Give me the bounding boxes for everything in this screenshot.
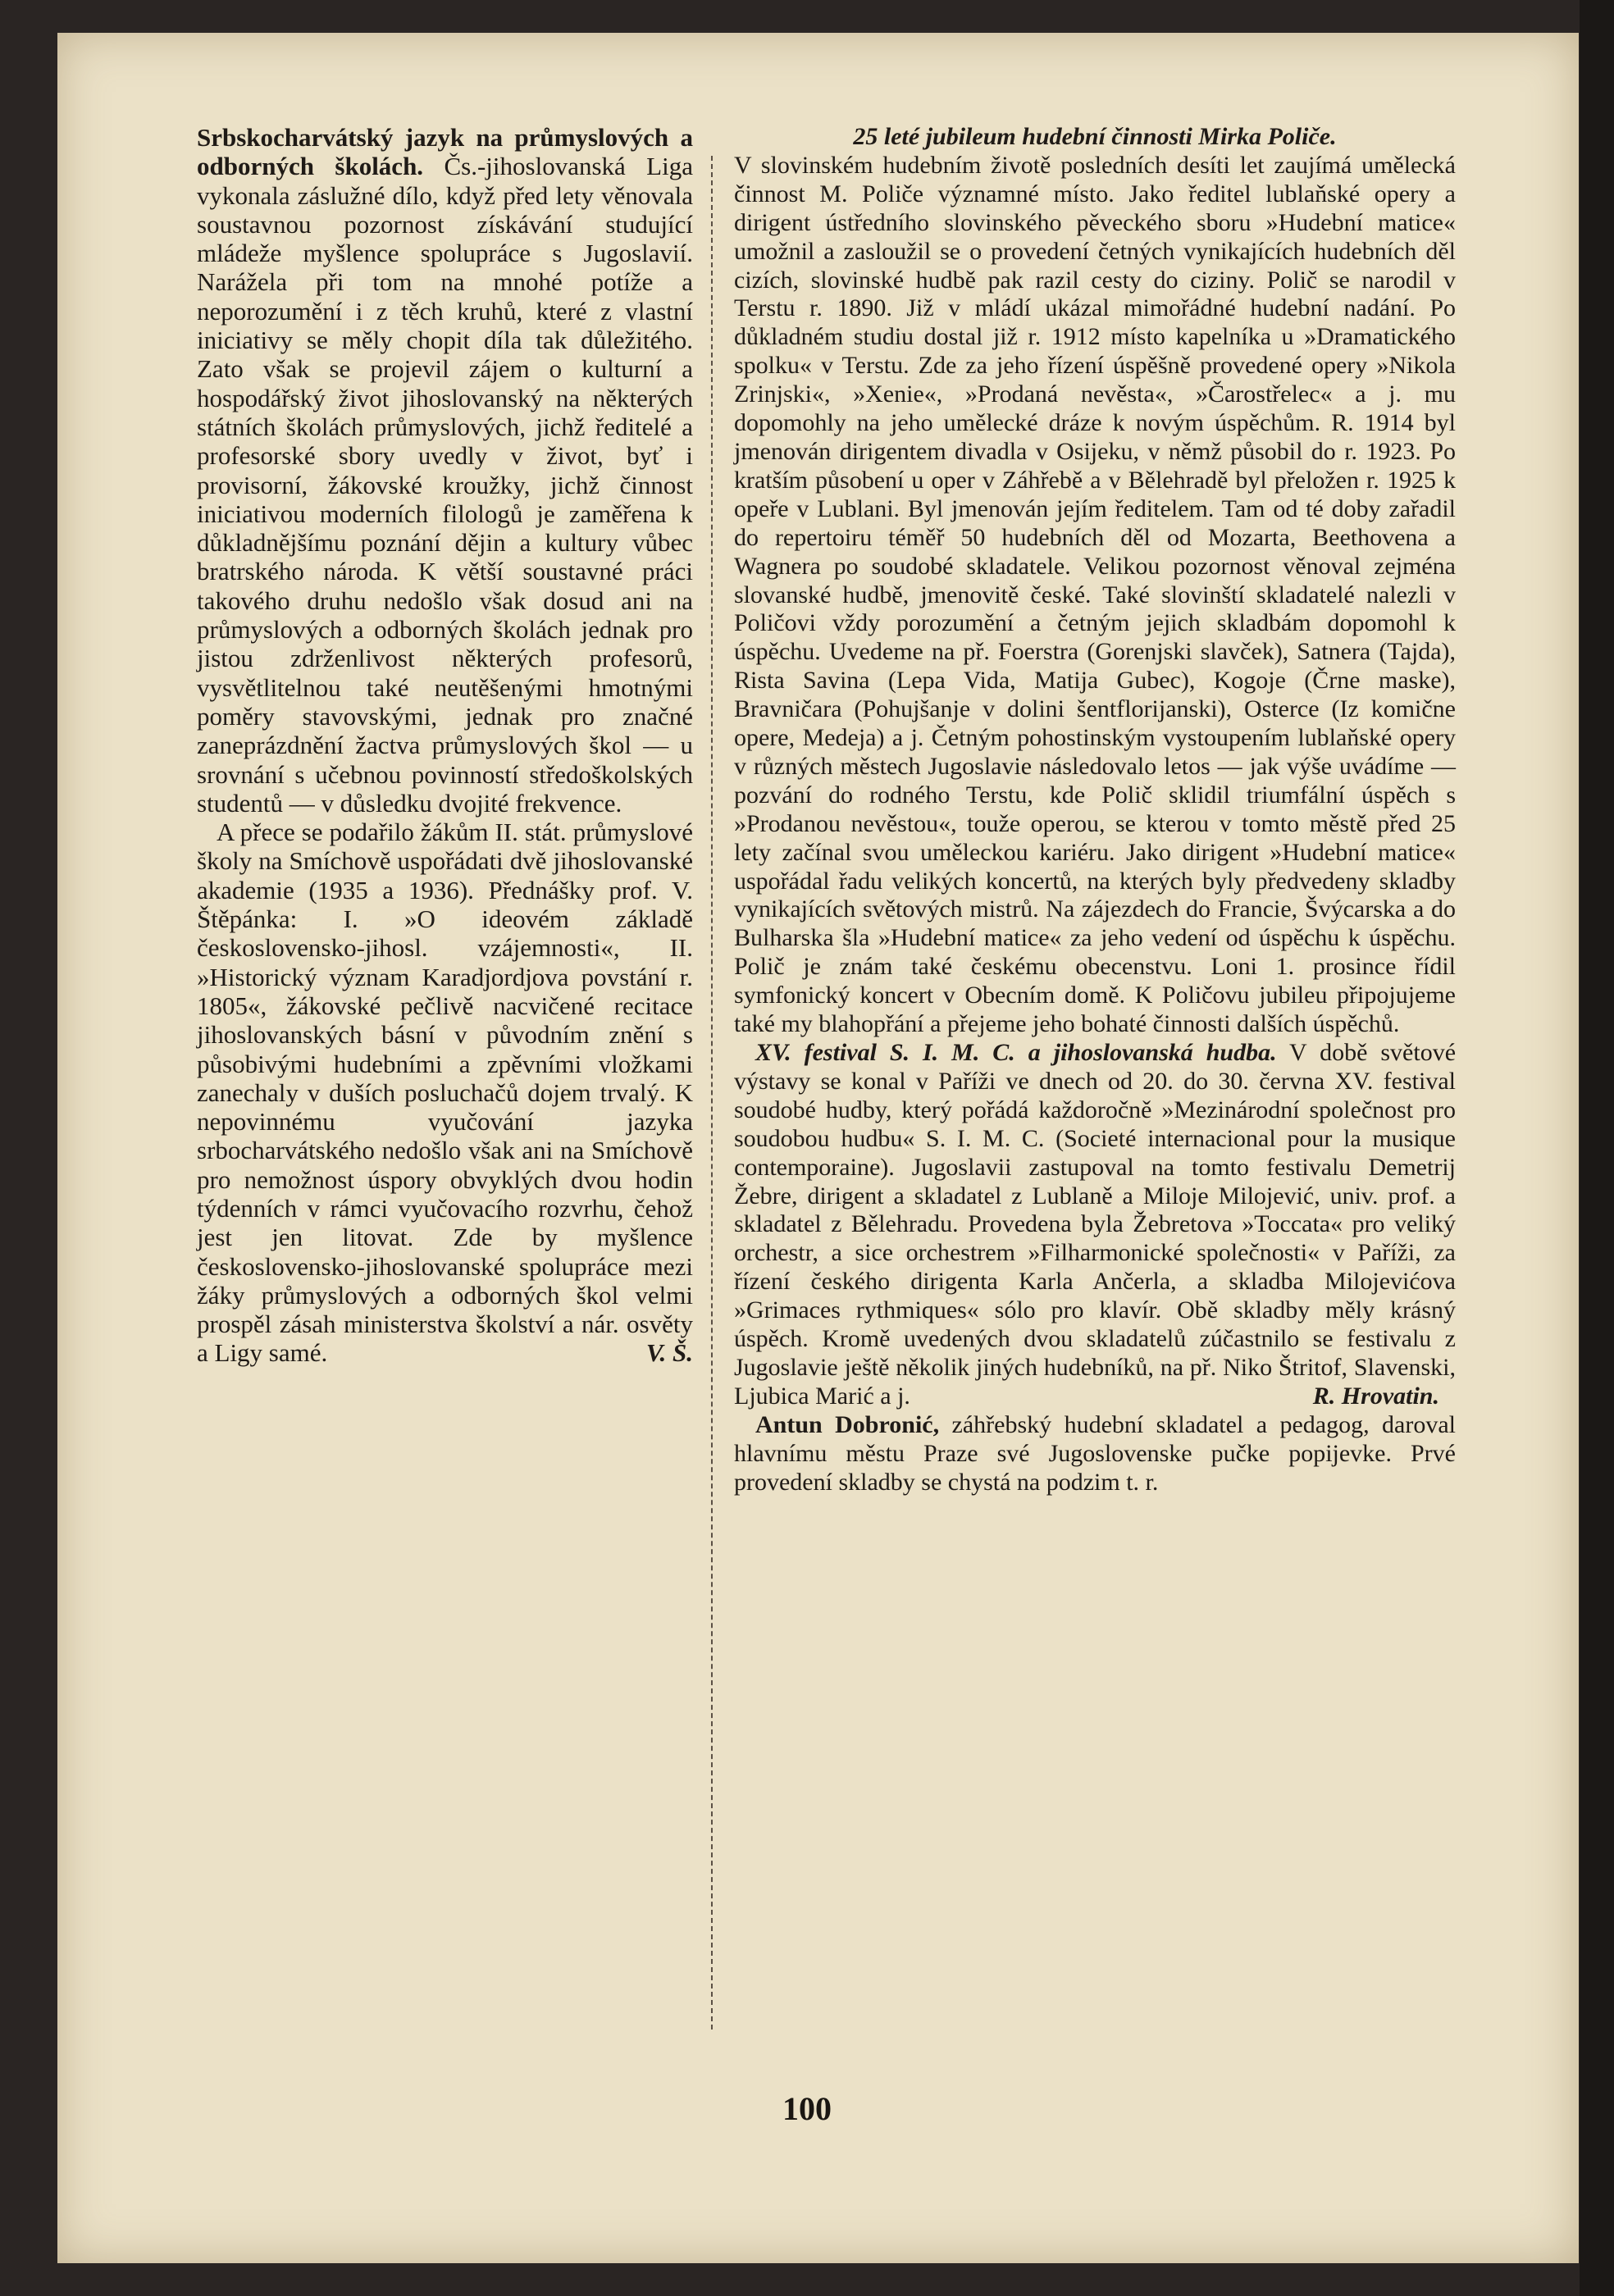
person-name: Antun Dobronić, (755, 1410, 940, 1438)
article-body-polic: V slovinském hudebním životě posledních desíti let zaujímá umělecká činnost M. Poliče významné místo. Jako ředitel lublaňské opery a dirigent ústředního slovinského pěveckého sboru »Hudební matice« umožnil a zasloužil se o provedení četných vynikajících hudebních děl cizích, slovinské hudbě pak razil cesty do ciziny. Polič se narodil v Terstu r. 1890. Již v mládí ukázal mimořádné hudební nadání. Po důkladném studiu dostal již r. 1912 místo kapelníka u »Dramatického spolku« v Terstu. Zde za jeho řízení úspěšně provedené opery »Nikola Zrinjski«, »Xenie«, »Prodaná nevěsta«, »Čarostřelec« a j. mu dopomohly na jeho umělecké dráze k novým úspěchům. R. 1914 byl jmenován dirigentem divadla v Osijeku, v němž působil do r. 1923. Po kratším působení u oper v Záhřebě a v Bělehradě byl přeložen r. 1925 k opeře v Lublani. Byl jmenován jejím ředitelem. Tam od té doby zařadil do repertoiru téměř 50 hudebních děl od Mozarta, Beethovena a Wagnera po soudobé skladatele. Velikou pozornost věnoval zejména slovanské hudbě, jmenovitě české. Také slovinští skladatelé nalezli v Poličovi vždy porozumění a četným jejich skladbám dopomohl k úspěchu. Uvedeme na př. Foerstra (Gorenjski slavček), Satnera (Tajda), Rista Savina (Lepa Vida, Matija Gubec), Kogoje (Črne maske), Bravničara (Pohujšanje v dolini šentflorijanski), Osterce (Iz komične opere, Medeja) a j. Četným pohostinským vystoupením lublaňské opery v různých městech Jugoslavie následovalo letos — jak výše uvádíme — pozvání do rodného Terstu, kde Polič sklidil triumfální úspěch s »Prodanou nevěstou«, touže operou, se kterou v tomto městě před 25 lety začínal svou uměleckou kariéru. Jako dirigent »Hudební matice« uspořádal řadu velikých koncertů, na kterých byly předvedeny skladby vynikajících světových mistrů. Na zájezdech do Francie, Švýcarska a do Bulharska šla »Hudební matice« za jeho vedení od úspěchu k úspěchu. Polič je znám také českému obecenstvu. Loni 1. prosince řídil symfonický koncert v Obecním domě. K Poličovu jubileu připojujeme také my blahopřání a přejeme jeho bohaté činnosti dalších úspěchů. (734, 151, 1456, 1038)
article-signature: V. Š. (645, 1338, 693, 1368)
article-title-festival: XV. festival S. I. M. C. a jihoslovanská hudba. (755, 1039, 1277, 1066)
left-column (197, 123, 693, 1368)
scan-edge (1580, 0, 1614, 2296)
page-number: 100 (782, 2090, 832, 2127)
article-body-dobronic: záhřebský hudební skladatel a pedagog, daroval hlavnímu městu Praze své Jugoslovenske pučke popijevke. Prvé provedení skladby se chystá na podzim t. r. (734, 1410, 1456, 1496)
right-column (734, 123, 1456, 1497)
article-title-polic: 25 leté jubileum hudební činnosti Mirka Poliče. (853, 123, 1337, 150)
column-divider (711, 156, 713, 2029)
article-heading: Srbskocharvátský jazyk na průmyslových a odborných školách. (197, 123, 693, 181)
article-srbskocharvatsky (197, 123, 693, 818)
article-paragraph: A přece se podařilo žákům II. stát. průmyslové školy na Smíchově uspořádati dvě jihoslovanské akademie (1935 a 1936). Přednášky prof. V. Štěpánka: I. »O ideovém základě československo-jihosl. vzájemnosti«, II. »Historický význam Karadjordjova povstání r. 1805«, žákovské pečlivě nacvičené recitace jihoslovanských básní v původním znění s působivými hudebními a zpěvními vložkami zanechaly v duších posluchačů dojem trvalý. K nepovinnému vyučování jazyka srbocharvátského nedošlo však ani na Smíchově pro nemožnost úspory obvyklých dvou hodin týdenních v rámci vyučovacího rozvrhu, čehož jest jen litovat. Zde by myšlence československo-jihoslovanské spolupráce mezi žáky průmyslových a odborných škol velmi prospěl zásah ministerstva školství a nár. osvěty a Ligy samé. V. Š. (197, 818, 693, 1368)
article-festival (734, 1039, 1456, 1411)
article-signature-festival: R. Hrovatin. (1312, 1382, 1439, 1410)
article-body: Čs.-jihoslovanská Liga vykonala záslužné dílo, když před lety věnovala soustavnou pozornost získávání studující mládeže myšlence spolupráce s Jugoslavií. Narážela při tom na mnohé potíže a neporozumění i z těch kruhů, které z vlastní iniciativy se měly chopit díla tak důležitého. Zato však se projevil zájem o kulturní a hospodářský život jihoslovanský na některých státních školách průmyslových, jichž ředitelé a profesorské sbory uvedly v život, byť i provisorní, žákovské kroužky, jichž činnost iniciativou moderních filologů je zaměřena k důkladnějšímu poznání dějin a kultury vůbec bratrského národa. K větší soustavné práci takového druhu nedošlo však dosud ani na průmyslových a odborných školách jednak pro jistou zdrženlivost některých profesorů, vysvětlitelnou také neutěšenými hmotnými poměry stavovskými, jednak pro značné zaneprázdnění žactva průmyslových škol — u srovnání s učebnou povinností středoškolských studentů — v důsledku dvojité frekvence. (197, 152, 693, 818)
article-dobronic (734, 1411, 1456, 1497)
article-body-festival: V době světové výstavy se konal v Paříži ve dnech od 20. do 30. června XV. festival soudobé hudby, který pořádá každoročně »Mezinárodní společnost pro soudobou hudbu« S. I. M. C. (Societé internacional pour la musique contemporaine). Jugoslavii zastupoval na tomto festivalu Demetrij Žebre, dirigent a skladatel z Lublaně a Miloje Milojević, univ. prof. a skladatel z Bělehradu. Provedena byla Žebretova »Toccata« pro veliký orchestr, a sice orchestrem »Filharmonické společnosti« v Paříži, za řízení českého dirigenta Karla Ančerla, a skladba Milojevićova »Grimaces rythmiques« sólo pro klavír. Obě skladby měly krásný úspěch. Kromě uvedených dvou skladatelů zúčastnilo se festivalu z Jugoslavie ještě několik jiných hudebníků, na př. Niko Štritof, Slavenski, Ljubica Marić a j. (734, 1039, 1457, 1410)
